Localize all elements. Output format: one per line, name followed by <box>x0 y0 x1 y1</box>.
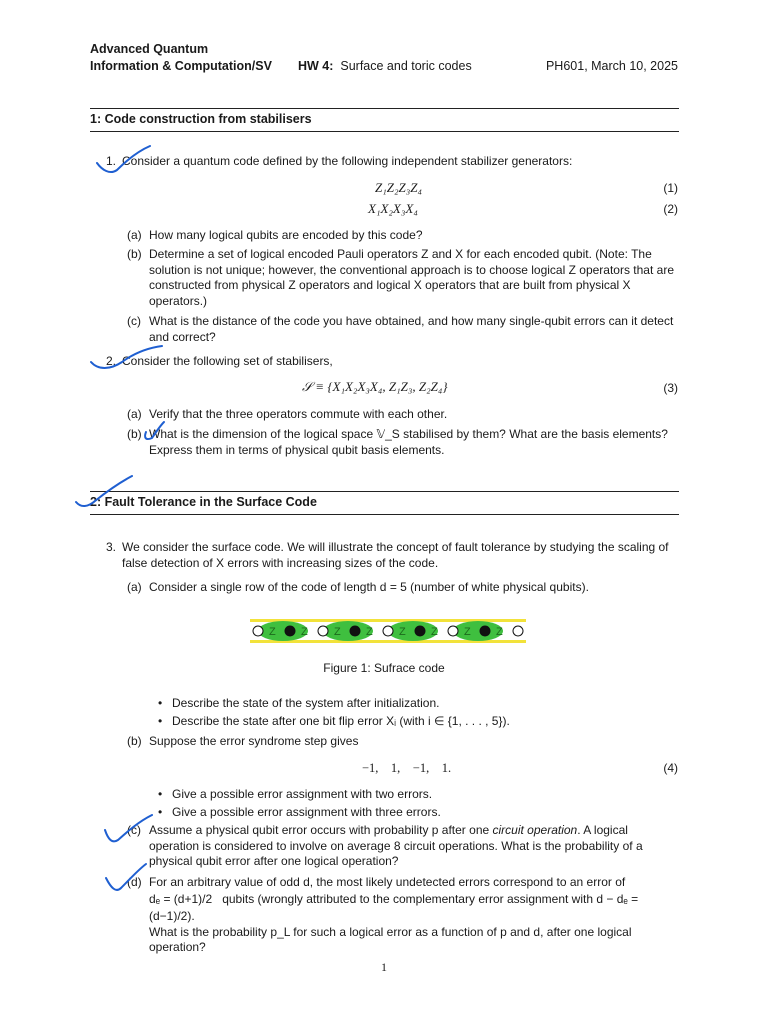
ancilla-qubit-black <box>415 626 425 636</box>
q2a-label: (a) <box>127 407 142 421</box>
q3d-line2-rest: qubits (wrongly attributed to the complementary error assignment with d − dₑ = (d−1)/2). <box>149 891 639 923</box>
page-number: 1 <box>381 960 387 974</box>
q2b-line1: What is the dimension of the logical space 𝕍_S stabilised by them? What are the basis elements? <box>149 427 668 441</box>
surface-code-figure <box>250 617 526 645</box>
q3c-label: (c) <box>127 823 141 837</box>
q1b-line4: operators.) <box>149 293 208 308</box>
q1a-text: How many logical qubits are encoded by this code? <box>149 228 423 242</box>
q3d-de-formula: dₑ = (d+1)/2 <box>149 891 213 906</box>
data-qubit-white <box>318 626 328 636</box>
course-title-line1: Advanced Quantum <box>90 42 209 56</box>
z-label: Z <box>431 626 438 638</box>
ancilla-qubit-black <box>285 626 295 636</box>
hw-heading <box>298 58 472 74</box>
section2-top-rule <box>90 491 679 492</box>
q3b-bullets <box>156 785 441 821</box>
q1a-label: (a) <box>127 228 142 242</box>
q3b-bullet-1: • Give a possible error assignment with two errors. <box>156 785 441 803</box>
q1-number: 1. <box>106 154 117 168</box>
z-label: Z <box>301 626 308 638</box>
q2-text: Consider the following set of stabilisers, <box>122 354 333 368</box>
q3c-line1-a: Assume a physical qubit error occurs with probability p after one <box>149 823 493 837</box>
q3a-bullet-1: • Describe the state of the system after initialization. <box>156 694 510 712</box>
z-label: Z <box>464 626 471 638</box>
section1-bottom-rule <box>90 131 679 132</box>
q3c-line3: physical qubit error after one logical operation? <box>149 854 399 868</box>
z-label: Z <box>269 626 276 638</box>
z-label: Z <box>366 626 373 638</box>
eq1-number: (1) <box>663 181 678 195</box>
q1c-line2: and correct? <box>149 329 216 344</box>
q3a-bullet-2: • Describe the state after one bit flip error Xᵢ (with i ∈ {1, . . . , 5}). <box>156 712 510 730</box>
q1b-line1: Determine a set of logical encoded Pauli operators Z and X for each encoded qubit. (Note: The <box>149 247 652 261</box>
data-qubit-white <box>448 626 458 636</box>
q3-line1: We consider the surface code. We will illustrate the concept of fault tolerance by studying the scaling of <box>122 540 669 554</box>
q3c-text <box>149 823 679 870</box>
ancilla-qubit-black <box>350 626 360 636</box>
ancilla-qubit-black <box>480 626 490 636</box>
z-label: Z <box>496 626 503 638</box>
q1c-line1: What is the distance of the code you have obtained, and how many single-qubit errors can it detect <box>149 314 674 328</box>
q3c-line2: operation is considered to involve on average 8 circuit operations. What is the probability of a <box>149 838 643 853</box>
section2-title: 2: Fault Tolerance in the Surface Code <box>90 495 317 509</box>
q3d-text <box>149 875 679 956</box>
data-qubit-white <box>253 626 263 636</box>
qubits <box>253 626 523 636</box>
q1b-label: (b) <box>127 247 142 261</box>
eq2-number: (2) <box>663 202 678 216</box>
q3a-bullets <box>156 694 510 730</box>
q3b-text: Suppose the error syndrome step gives <box>149 734 359 748</box>
section1-top-rule <box>90 108 679 109</box>
q3b-label: (b) <box>127 734 142 748</box>
z-label: Z <box>399 626 406 638</box>
q3a-text: Consider a single row of the code of length d = 5 (number of white physical qubits). <box>149 580 589 594</box>
q3-line2: false detection of X errors with increasing sizes of the code. <box>122 555 439 570</box>
q2b-text <box>149 427 679 458</box>
q3-number: 3. <box>106 540 117 554</box>
section1-title: 1: Code construction from stabilisers <box>90 112 312 126</box>
eq3-number: (3) <box>663 381 678 395</box>
z-label: Z <box>334 626 341 638</box>
q3d-line1: For an arbitrary value of odd d, the most likely undetected errors correspond to an error of <box>149 875 626 889</box>
eq3: 𝒮 ≡ {X₁X₂X₃X₄, Z₁Z₃, Z₂Z₄} <box>302 379 448 394</box>
data-qubit-white <box>513 626 523 636</box>
hw-label: HW 4: <box>298 59 334 73</box>
q1c-text <box>149 314 679 345</box>
q3a-label: (a) <box>127 580 142 594</box>
q2-number: 2. <box>106 354 117 368</box>
q2b-line2: Express them in terms of physical qubit basis elements. <box>149 442 445 457</box>
q3d-line2 <box>149 891 679 925</box>
eq4-number: (4) <box>663 761 678 775</box>
section2-bottom-rule <box>90 514 679 515</box>
q1-text: Consider a quantum code defined by the following independent stabilizer generators: <box>122 154 573 168</box>
eq2: X₁X₂X₃X₄ <box>368 201 418 216</box>
q1b-line3: constructed from physical Z operators and logical X operators that are built from physical X <box>149 278 631 292</box>
q3b-bullet-2: • Give a possible error assignment with three errors. <box>156 803 441 821</box>
q1b-text <box>149 247 679 309</box>
course-date: PH601, March 10, 2025 <box>545 59 678 73</box>
eq1: Z₁Z₂Z₃Z₄ <box>375 180 422 195</box>
figure-caption: Figure 1: Sufrace code <box>323 661 445 675</box>
hw-title: Surface and toric codes <box>340 59 472 73</box>
q2a-text: Verify that the three operators commute with each other. <box>149 407 448 421</box>
q3-text <box>122 540 682 571</box>
q3d-line3: What is the probability p_L for such a logical error as a function of p and d, after one logical <box>149 924 632 939</box>
q3d-label: (d) <box>127 875 142 889</box>
q1c-label: (c) <box>127 314 141 328</box>
course-title-line2: Information & Computation/SV <box>90 59 272 73</box>
data-qubit-white <box>383 626 393 636</box>
q1b-line2: solution is not unique; however, the conventional approach is to choose logical Z operators that are <box>149 262 674 277</box>
q3c-line1-emph: circuit operation <box>492 823 578 837</box>
q2b-label: (b) <box>127 427 142 441</box>
q3c-line1-c: . A logical <box>577 823 628 837</box>
eq4: −1, 1, −1, 1. <box>362 761 452 775</box>
q3c-line1 <box>149 823 679 839</box>
q3d-line4: operation? <box>149 940 206 954</box>
